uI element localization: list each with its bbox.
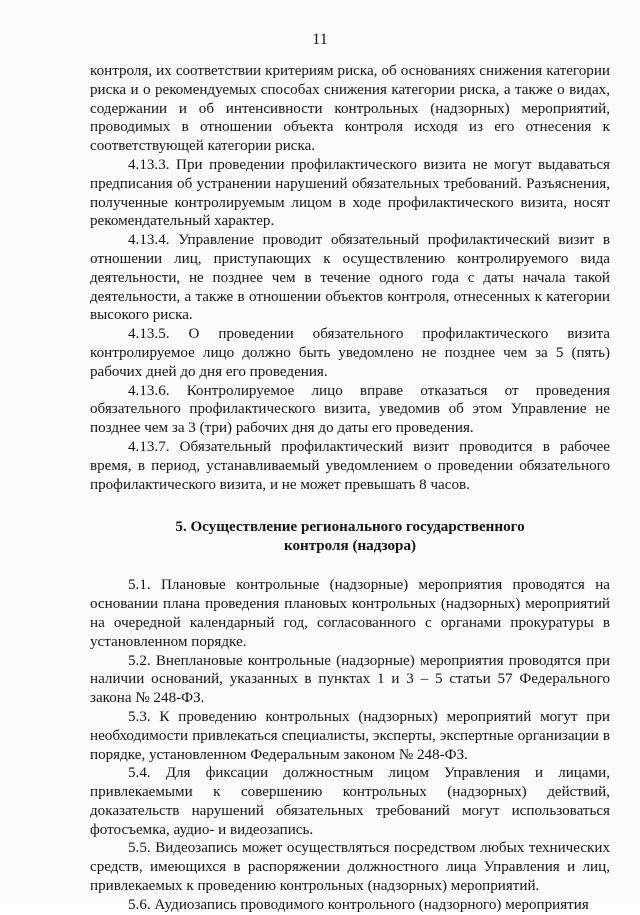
- section-heading: [90, 518, 610, 556]
- paragraph-continuation: контроля, их соответствии критериям риска, об основаниях снижения категории риска и о рекомендуемых способах снижения категории риска, а также о видах, содержании и об интенсивности контрольных (надзорных) мероприятий, проводимых в отношении объекта контроля исходя из его отнесения к соответствующей категории риска.: [90, 63, 610, 155]
- paragraph-5-1: 5.1. Плановые контрольные (надзорные) мероприятия проводятся на основании плана проведения плановых контрольных (надзорных) мероприятий на очередной календарный год, согласованного с органами прокуратуры в установленном порядке.: [90, 577, 610, 650]
- paragraph-4-13-3: 4.13.3. При проведении профилактического визита не могут выдаваться предписания об устранении нарушений обязательных требований. Разъяснения, полученные контролируемым лицом в ходе профилактического визита, носят рекомендательный характер.: [90, 156, 610, 230]
- paragraph-5-6: 5.6. Аудиозапись проводимого контрольного (надзорного) мероприятия: [128, 896, 589, 913]
- document-body: [90, 62, 610, 915]
- paragraph-4-13-4: 4.13.4. Управление проводит обязательный профилактический визит в отношении лиц, приступающих к осуществлению контролируемого вида деятельности, не позднее чем в течение одного года с даты начала такой деятельности, а также в отношении объектов контроля, отнесенных к категории высокого риска.: [90, 232, 610, 324]
- paragraph-5-4: 5.4. Для фиксации должностным лицом Управления и лицами, привлекаемыми к совершению контрольных (надзорных) действий, доказательств нарушений обязательных требований могут использоваться фотосъемка, аудио- и видеозапись.: [90, 765, 610, 838]
- paragraph-5-2: 5.2. Внеплановые контрольные (надзорные) мероприятия проводятся при наличии оснований, указанных в пунктах 1 и 3 – 5 статьи 57 Федерального закона № 248-ФЗ.: [90, 652, 610, 707]
- section-heading-line-1: 5. Осуществление регионального государственного: [175, 519, 525, 536]
- page-number: 11: [312, 31, 328, 48]
- paragraph-5-3: 5.3. К проведению контрольных (надзорных) мероприятий могут при необходимости привлекаться специалисты, эксперты, экспертные организации в порядке, установленном Федеральным законом № 248-ФЗ.: [90, 708, 610, 763]
- paragraph-4-13-7: 4.13.7. Обязательный профилактический визит проводится в рабочее время, в период, устанавливаемый уведомлением о проведении обязательного профилактического визита, и не может превышать 8 часов.: [90, 438, 610, 493]
- paragraph-4-13-5: 4.13.5. О проведении обязательного профилактического визита контролируемое лицо должно быть уведомлено не позднее чем за 5 (пять) рабочих дней до дня его проведения.: [90, 326, 610, 380]
- section-heading-line-2: контроля (надзора): [283, 538, 417, 555]
- paragraph-5-5: 5.5. Видеозапись может осуществляться посредством любых технических средств, имеющихся в распоряжении должностного лица Управления и лиц, привлекаемых к проведению контрольных (надзорных) мероприятий.: [90, 840, 610, 895]
- paragraph-4-13-6: 4.13.6. Контролируемое лицо вправе отказаться от проведения обязательного профилактического визита, уведомив об этом Управление не позднее чем за 3 (три) рабочих дня до даты его проведения.: [90, 382, 610, 437]
